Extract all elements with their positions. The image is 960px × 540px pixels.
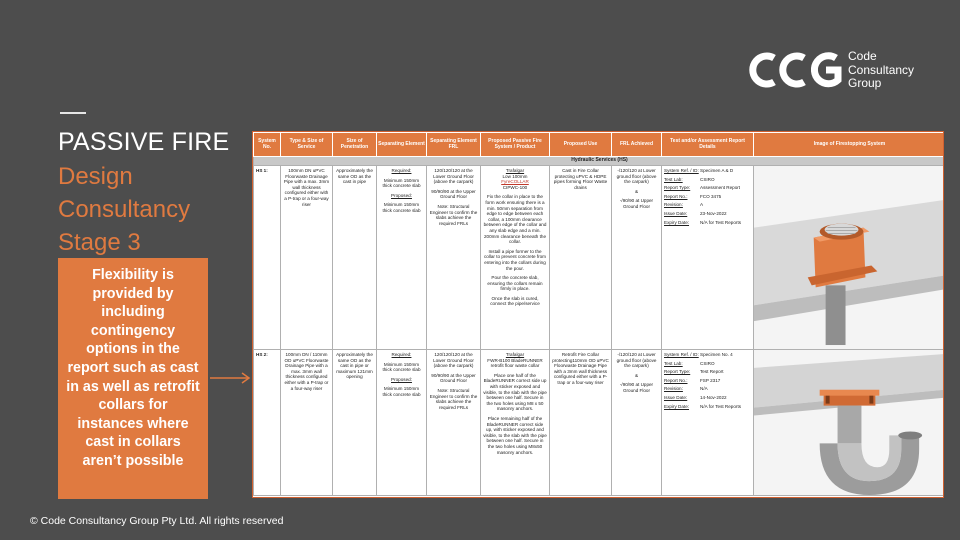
system-name: Low 100mm — [502, 173, 528, 179]
frl-cell — [427, 166, 481, 350]
schedule-document — [252, 131, 944, 498]
system-note: Pour the concrete slab, ensuring the collars remain firmly in place. — [487, 275, 543, 292]
penetration-cell: Approximately the same OD as the cast in pipe — [333, 166, 377, 350]
report-label: Expiry Date: — [664, 219, 690, 225]
achieved-line: & — [634, 372, 639, 378]
system-brand: Trafalgar — [505, 168, 525, 173]
report-label: System Ref. / ID: — [664, 352, 699, 357]
logo-line: Code — [848, 49, 877, 63]
report-label: Expiry Date: — [664, 403, 690, 409]
frl-line: 120/120/120 at the Lower Ground Floor (above the carpark) — [433, 352, 474, 369]
column-header: Test and/or Assessment Report Details — [662, 133, 754, 157]
frl-line: 90/90/90 at the Upper Ground Floor — [431, 188, 476, 200]
report-label: Report No.: — [664, 193, 688, 199]
system-name: FWR-B100 BladeRUNNER retrofit floor waste collar — [487, 357, 543, 369]
proposed-value: Minimum 150mm thick concrete slab — [382, 386, 421, 397]
copyright-footer: © Code Consultancy Group Pty Ltd. All rights reserved — [30, 515, 284, 527]
service-cell: 100mm DN / 110mm OD uPVC Floorwaste Drainage Pipe with a max. 3mm wall thickness configured either with a P-trap or a four-way riser — [281, 350, 333, 496]
report-details — [664, 168, 751, 225]
table-row — [254, 166, 945, 350]
report-value: Assessment Report — [700, 185, 741, 191]
column-header: Separating Element — [377, 133, 427, 157]
report-value: Test Report — [700, 369, 724, 375]
proposed-value: Minimum 150mm thick concrete slab — [382, 202, 421, 213]
company-logo — [746, 48, 926, 96]
subtitle-line: Stage 3 — [58, 229, 141, 256]
achieved-line: & — [634, 188, 639, 194]
report-cell — [662, 166, 754, 350]
cast-in-collar-illustration — [754, 166, 944, 349]
system-number: HS 1: — [254, 166, 281, 350]
system-cell — [481, 166, 550, 350]
column-header: Separating Element FRL — [427, 133, 481, 157]
frl-note: Note: Structural Engineer to confirm the slabs achieve the required FRLs — [429, 387, 478, 410]
column-header: Type & Size of Service — [281, 133, 333, 157]
report-label: Report No.: — [664, 377, 688, 383]
subtitle-line: Consultancy — [58, 196, 191, 223]
section-label: Hydraulic Services (HS) — [254, 157, 945, 166]
retrofit-collar-illustration — [754, 350, 944, 495]
report-value: FCO 3475 — [700, 193, 722, 199]
report-label: Issue Date: — [664, 394, 688, 400]
column-header: Proposed Use — [550, 133, 612, 157]
logo-line: Consultancy — [848, 62, 915, 77]
system-number: HS 2: — [254, 350, 281, 496]
service-cell: 100mm DN uPVC Floorwaste Drainage Pipe with a max. 3mm wall thickness configured either with a P-trap or a four-way riser — [281, 166, 333, 350]
system-note: Once the slab is cured, connect the pipe/service — [490, 295, 540, 307]
frl-line: 90/90/90 at the Upper Ground Floor — [431, 372, 476, 384]
system-note: Place remaining half of the BladeRUNNER correct side up, with sticker exposed and visible, to the slab with the pipe between one half. Secure in the two holes using M8x50 masonry anchors. — [483, 415, 547, 455]
report-value: CSIRO — [700, 176, 715, 182]
report-value: N/A for Test Reports — [700, 219, 742, 225]
report-label: Report Type: — [664, 369, 691, 375]
report-value: A — [700, 202, 704, 208]
penetration-cell: Approximately the same OD as the cast in pipe or maximum 121mm opening — [333, 350, 377, 496]
report-value: 14-Nov-2022 — [700, 394, 727, 400]
achieved-cell — [612, 350, 662, 496]
slide-title: PASSIVE FIRE — [58, 128, 230, 156]
report-value: CSIRO — [700, 360, 715, 366]
accent-line — [60, 112, 86, 114]
report-label: Issue Date: — [664, 210, 688, 216]
achieved-line: -/90/90 at Upper Ground Floor — [619, 198, 654, 209]
column-header: Proposed Passive Fire System / Product — [481, 133, 550, 157]
report-value: FSP 2317 — [700, 377, 721, 383]
system-cell — [481, 350, 550, 496]
column-header: Size of Penetration — [333, 133, 377, 157]
column-header: System No. — [254, 133, 281, 157]
report-value: Specimen No. 4 — [700, 352, 733, 357]
achieved-line: -/120/120 at Lower ground floor (above the carpark) — [616, 168, 657, 185]
report-cell — [662, 350, 754, 496]
report-label: Revision: — [664, 202, 683, 208]
frl-line: 120/120/120 at the Lower Ground Floor (above the carpark) — [433, 168, 474, 185]
report-details — [664, 352, 751, 409]
report-value: N/A for Test Reports — [700, 403, 742, 409]
ccg-logo-icon — [746, 50, 846, 90]
achieved-cell — [612, 166, 662, 350]
use-cell: Retrofit Fire Collar protecting110mm OD uPVC Floorwaste Drainage Pipe with a 3mm wall thickness configured either with a P-trap or a four-way riser — [550, 350, 612, 496]
column-header: Image of Firestopping System — [754, 133, 945, 157]
element-cell — [377, 350, 427, 496]
firestopping-schedule-table — [253, 132, 944, 496]
required-value: Minimum 150mm thick concrete slab — [382, 361, 421, 373]
report-value: 23-Nov-2022 — [700, 210, 727, 216]
system-product: FyreCOLLAR — [501, 179, 529, 185]
firestop-image-cast-in-collar — [754, 166, 945, 350]
report-label: Revision: — [664, 386, 683, 392]
firestop-image-retrofit-collar — [754, 350, 945, 496]
required-label: Required: — [391, 168, 412, 173]
table-row — [254, 350, 945, 496]
callout-box: Flexibility is provided by including contingency options in the report such as cast in as well as retrofit collars for instances where cast in collars aren’t possible — [58, 258, 208, 499]
achieved-line: -/120/120 at Lower ground floor (above the carpark) — [616, 352, 657, 369]
use-cell: Cast in Fire Collar protecting uPVC & HDPE pipes forming Floor Waste drains — [550, 166, 612, 350]
column-header: FRL Achieved — [612, 133, 662, 157]
report-value: Specimen A & D — [700, 168, 734, 173]
report-label: Test Lab: — [664, 176, 683, 182]
logo-wordmark — [848, 50, 914, 91]
system-note: Place one half of the BladeRUNNER correct side up with sticker exposed and visible, to the slab with the pipe between one half. Secure in the two holes using M8 x 50 masonry anchors. — [483, 372, 547, 412]
report-label: Test Lab: — [664, 360, 683, 366]
report-label: Report Type: — [664, 185, 691, 191]
proposed-label: Proposed: — [391, 192, 412, 198]
proposed-label: Proposed: — [391, 376, 412, 382]
system-note: Install a pipe former to the collar to prevent concrete from entering into the collars during the pour. — [483, 248, 547, 271]
frl-note: Note: Structural Engineer to confirm the slabs achieve the required FRLs — [429, 203, 478, 226]
slide-subtitle — [58, 160, 190, 259]
system-brand: Trafalgar — [505, 352, 525, 357]
table-header-row — [254, 133, 945, 157]
required-label: Required: — [391, 352, 412, 357]
logo-line: Group — [848, 76, 882, 90]
element-cell — [377, 166, 427, 350]
required-value: Minimum 150mm thick concrete slab — [382, 177, 421, 189]
report-label: System Ref. / ID: — [664, 168, 699, 173]
report-value: N/A — [700, 386, 708, 392]
system-note: Fix the collar in place to the form work ensuring there is a min. 50mm separation from edge to edge between each collar, a 100mm clearance between edge of the collar and any slab edge and a min. 200mm clearance beneath the collar. — [483, 194, 547, 245]
arrow-right-icon — [208, 372, 252, 384]
system-code: CIPWC-100 — [502, 184, 528, 190]
frl-cell — [427, 350, 481, 496]
subtitle-line: Design — [58, 163, 133, 190]
section-row — [254, 157, 945, 166]
achieved-line: -/90/90 at Upper Ground Floor — [619, 382, 654, 393]
